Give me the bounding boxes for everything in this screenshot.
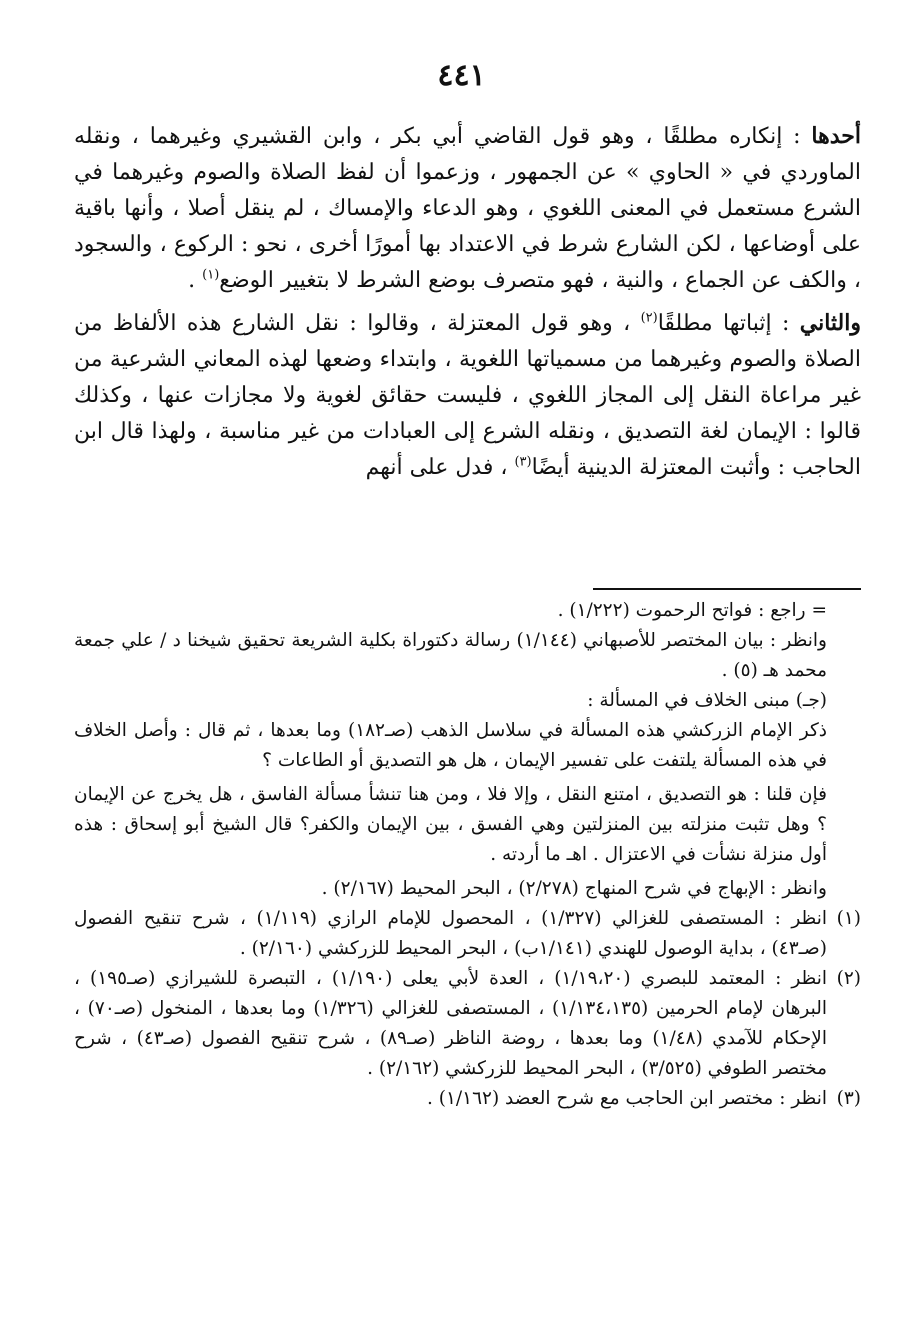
footnote-reference[interactable]: (٣) (514, 454, 532, 470)
footnote-continued-line: وانظر : الإبهاج في شرح المنهاج (٢/٢٧٨) ، البحر المحيط (٢/١٦٧) . (321, 878, 827, 899)
footnote-continued-line: = راجع : فواتح الرحموت (١/٢٢٢) . (557, 600, 827, 621)
paragraph-lead: أحدها (811, 123, 861, 149)
paragraph-text: ، وهو قول المعتزلة ، وقالوا : نقل الشارع هذه الألفاظ من الصلاة والصوم وغيرهما من مسمياتها اللغوية ، وابتداء وضعها لهذه المعاني الشرعية من غير مراعاة النقل إلى المجاز اللغوي ، فليست حقائق لغوية ولا مجازات عنها ، وكذلك قالوا : الإيمان لغة التصديق ، ونقله الشرع إلى العبادات من غير مناسبة ، ولهذا قال ابن الحاجب : وأثبت المعتزلة الدينية أيضًا (74, 311, 861, 480)
main-text (74, 118, 861, 486)
footnote-continued-line: (جـ) مبنى الخلاف في المسألة : (587, 690, 827, 711)
footnote-number: (٣) (836, 1088, 861, 1109)
footnote-continued-line: فإن قلنا : هو التصديق ، امتنع النقل ، وإلا فلا ، ومن هنا تنشأ مسألة الفاسق ، هل يخرج عن الإيمان ؟ وهل تثبت منزلته بين المنزلتين وهي الفسق ، بين الإيمان والكفر؟ قال الشيخ أبو إسحاق : هذه أول منزلة نشأت في الاعتزال . اهـ ما أردته . (74, 784, 827, 865)
footnote-separator (593, 588, 861, 590)
footnote-number: (٢) (836, 968, 862, 989)
footnote-text: انظر : المعتمد للبصري (١/١٩،٢٠) ، العدة لأبي يعلى (١/١٩٠) ، التبصرة للشيرازي (صـ١٩٥) ، البرهان لإمام الحرمين (١/١٣٤،١٣٥) ، المستصفى للغزالي (١/٣٢٦) وما بعدها ، المنخول (صـ٧٠) ، الإحكام للآمدي (١/٤٨) وما بعدها ، روضة الناظر (صـ٨٩) ، شرح تنقيح الفصول (صـ٤٣) ، شرح مختصر الطوفي (٣/٥٢٥) ، البحر المحيط للزركشي (٢/١٦٢) . (74, 968, 828, 1079)
footnote-reference[interactable]: (١) (202, 267, 220, 283)
page-number: ٤٤١ (437, 58, 486, 93)
footnote-reference[interactable]: (٢) (640, 310, 658, 326)
footnote-2 (74, 964, 861, 1084)
footnote-text: انظر : مختصر ابن الحاجب مع شرح العضد (١/١٦٢) . (426, 1088, 827, 1109)
footnote-number: (١) (836, 908, 862, 929)
footnote-text: انظر : المستصفى للغزالي (١/٣٢٧) ، المحصول للإمام الرازي (١/١١٩) ، شرح تنقيح الفصول (صـ٤٣) ، بداية الوصول للهندي (١/١٤١ب) ، البحر المحيط للزركشي (٢/١٦٠) . (74, 908, 828, 959)
paragraph-second-opinion (74, 305, 861, 486)
paragraph-text: : إثباتها مطلقًا (657, 311, 790, 336)
paragraph-first-opinion (74, 118, 861, 299)
footnotes (74, 596, 861, 1114)
paragraph-text: ، فدل على أنهم (365, 455, 515, 480)
paragraph-text: . (188, 268, 203, 293)
footnote-1 (74, 904, 861, 964)
paragraph-text: : إنكاره مطلقًا ، وهو قول القاضي أبي بكر ، وابن القشيري وغيرهما ، ونقله الماوردي في « الحاوي » عن الجمهور ، وزعموا أن لفظ الصلاة والصوم وغيرهما في الشرع مستعمل في المعنى اللغوي ، وهو الدعاء والإمساك ، لم ينقل أصلا ، وأنها باقية على أوضاعها ، لكن الشارع شرط في الاعتداد بها أمورًا أخرى ، نحو : الركوع ، والسجود ، والكف عن الجماع ، والنية ، فهو متصرف بوضع الشرط لا بتغيير الوضع (74, 124, 861, 293)
paragraph-lead: والثاني (799, 310, 861, 336)
footnote-continued-line: ذكر الإمام الزركشي هذه المسألة في سلاسل الذهب (صـ١٨٢) وما بعدها ، ثم قال : وأصل الخلاف في هذه المسألة يلتفت على تفسير الإيمان ، هل هو التصديق أو الطاعات ؟ (74, 720, 827, 771)
footnote-3 (74, 1084, 861, 1114)
footnote-continued-line: وانظر : بيان المختصر للأصبهاني (١/١٤٤) رسالة دكتوراة بكلية الشريعة تحقيق شيخنا د / علي جمعة محمد هـ (٥) . (74, 630, 827, 681)
